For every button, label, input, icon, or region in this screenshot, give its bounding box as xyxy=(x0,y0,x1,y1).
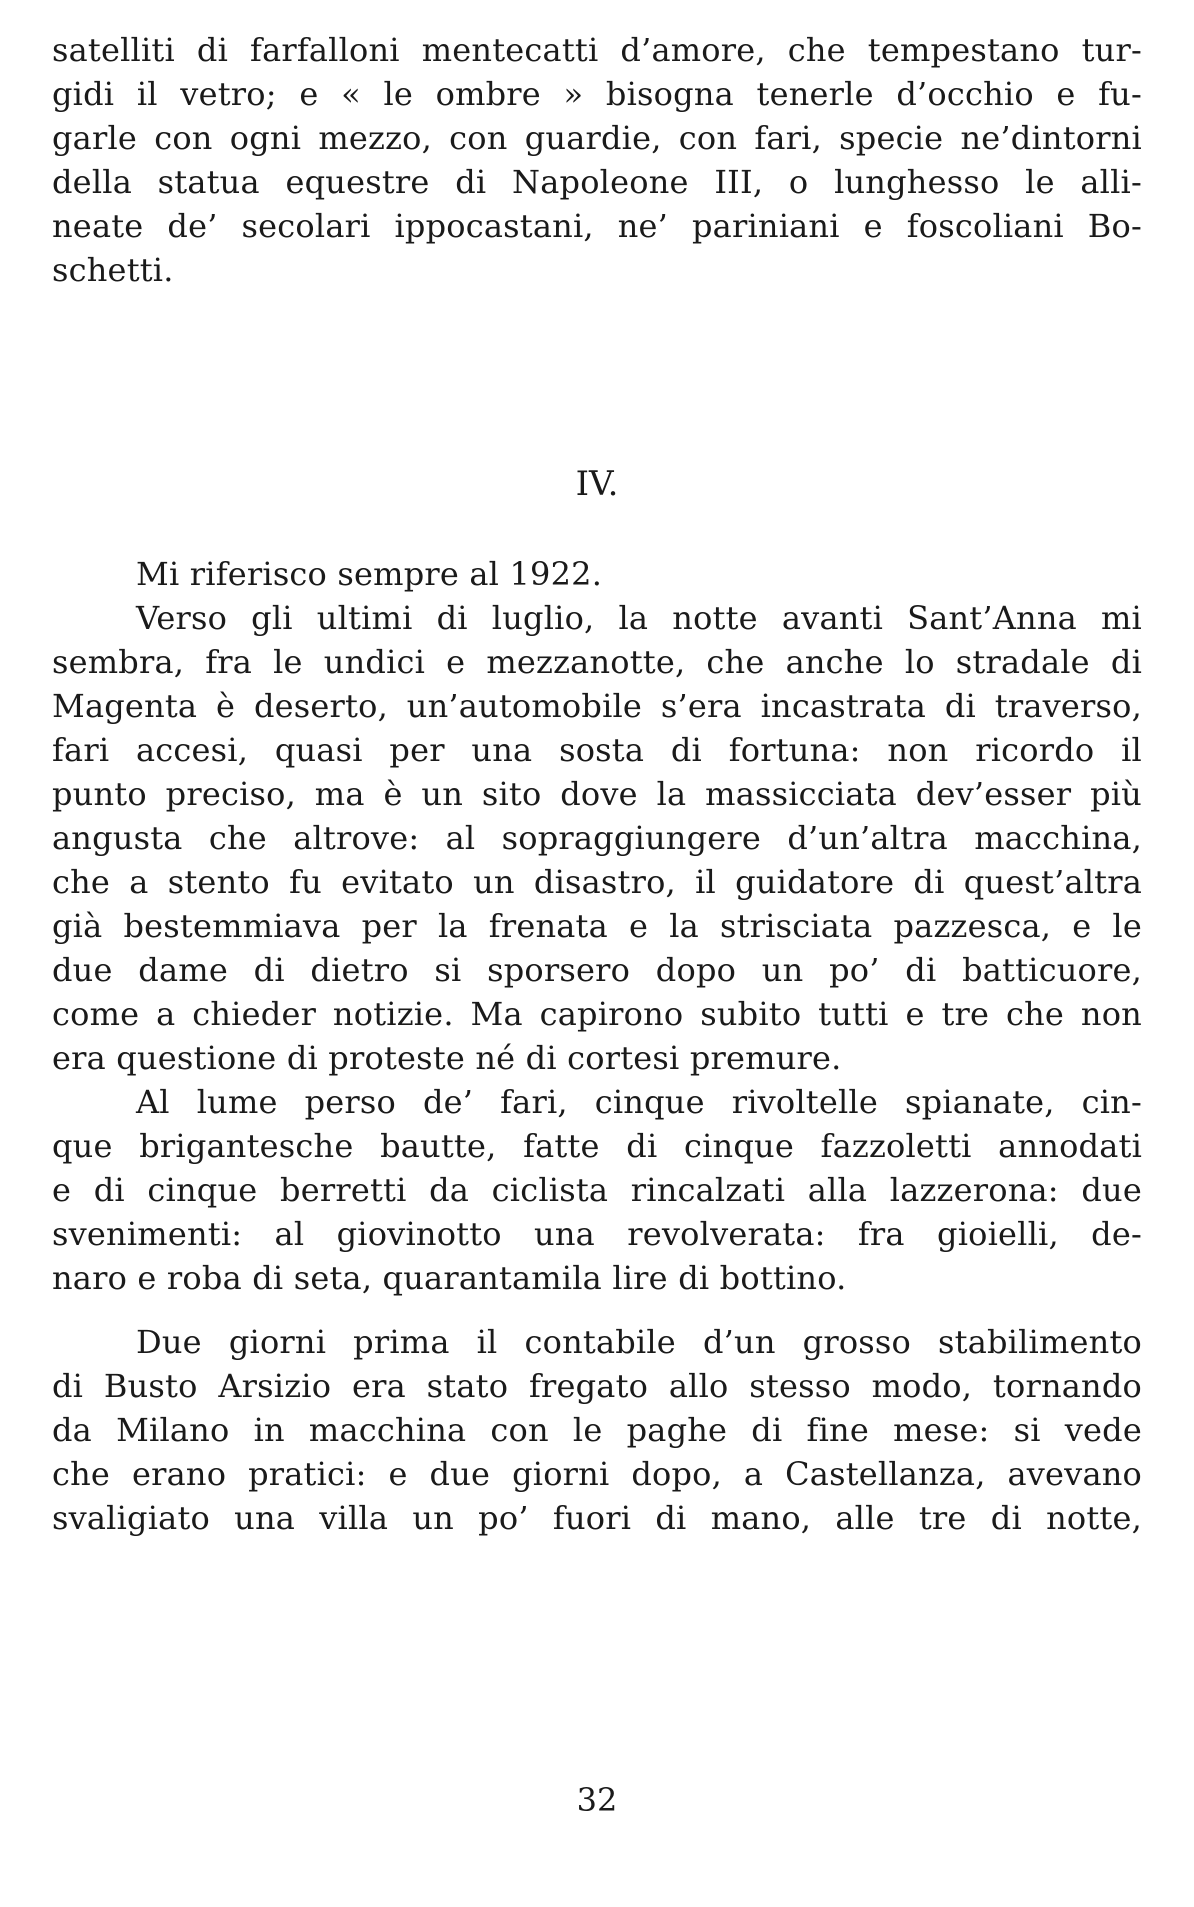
text-line: Magenta è deserto, un’automobile s’era incastrata di traverso, xyxy=(52,687,1142,725)
text-line: e di cinque berretti da ciclista rincalzati alla lazzerona: due xyxy=(52,1171,1142,1209)
text-line: Verso gli ultimi di luglio, la notte avanti Sant’Anna mi xyxy=(136,599,1142,637)
text-line: era questione di proteste né di cortesi premure. xyxy=(52,1039,842,1077)
text-line: come a chieder notizie. Ma capirono subito tutti e tre che non xyxy=(52,995,1142,1033)
text-line: neate de’ secolari ippocastani, ne’ pariniani e foscoliani Bo- xyxy=(52,207,1142,245)
text-line: svaligiato una villa un po’ fuori di mano, alle tre di notte, xyxy=(52,1499,1142,1537)
text-line: Al lume perso de’ fari, cinque rivoltelle spianate, cin- xyxy=(136,1083,1142,1121)
text-line: gidi il vetro; e « le ombre » bisogna tenerle d’occhio e fu- xyxy=(52,75,1142,113)
page-number: 32 xyxy=(576,1781,618,1819)
text-line: schetti. xyxy=(52,251,174,289)
text-line: di Busto Arsizio era stato fregato allo stesso modo, tornando xyxy=(52,1367,1142,1405)
text-line: punto preciso, ma è un sito dove la massicciata dev’esser più xyxy=(52,775,1142,813)
text-line: satelliti di farfalloni mentecatti d’amore, che tempestano tur- xyxy=(52,31,1142,69)
text-line: che erano pratici: e due giorni dopo, a Castellanza, avevano xyxy=(52,1455,1142,1493)
text-line: della statua equestre di Napoleone III, o lunghesso le alli- xyxy=(52,163,1142,201)
text-line: già bestemmiava per la frenata e la strisciata pazzesca, e le xyxy=(52,907,1142,945)
text-line: que brigantesche bautte, fatte di cinque fazzoletti annodati xyxy=(52,1127,1142,1165)
text-line: Due giorni prima il contabile d’un grosso stabilimento xyxy=(136,1323,1142,1361)
text-line: angusta che altrove: al sopraggiungere d’un’altra macchina, xyxy=(52,819,1142,857)
text-line: naro e roba di seta, quarantamila lire di bottino. xyxy=(52,1259,847,1297)
text-line: che a stento fu evitato un disastro, il guidatore di quest’altra xyxy=(52,863,1142,901)
text-line: svenimenti: al giovinotto una revolverata: fra gioielli, de- xyxy=(52,1215,1142,1253)
text-line: garle con ogni mezzo, con guardie, con fari, specie ne’dintorni xyxy=(52,119,1142,157)
text-line: Mi riferisco sempre al 1922. xyxy=(136,555,603,593)
text-line: fari accesi, quasi per una sosta di fortuna: non ricordo il xyxy=(52,731,1142,769)
text-line: sembra, fra le undici e mezzanotte, che anche lo stradale di xyxy=(52,643,1142,681)
text-line: due dame di dietro si sporsero dopo un po’ di batticuore, xyxy=(52,951,1142,989)
section-heading: IV. xyxy=(575,464,619,504)
text-line: da Milano in macchina con le paghe di fine mese: si vede xyxy=(52,1411,1142,1449)
